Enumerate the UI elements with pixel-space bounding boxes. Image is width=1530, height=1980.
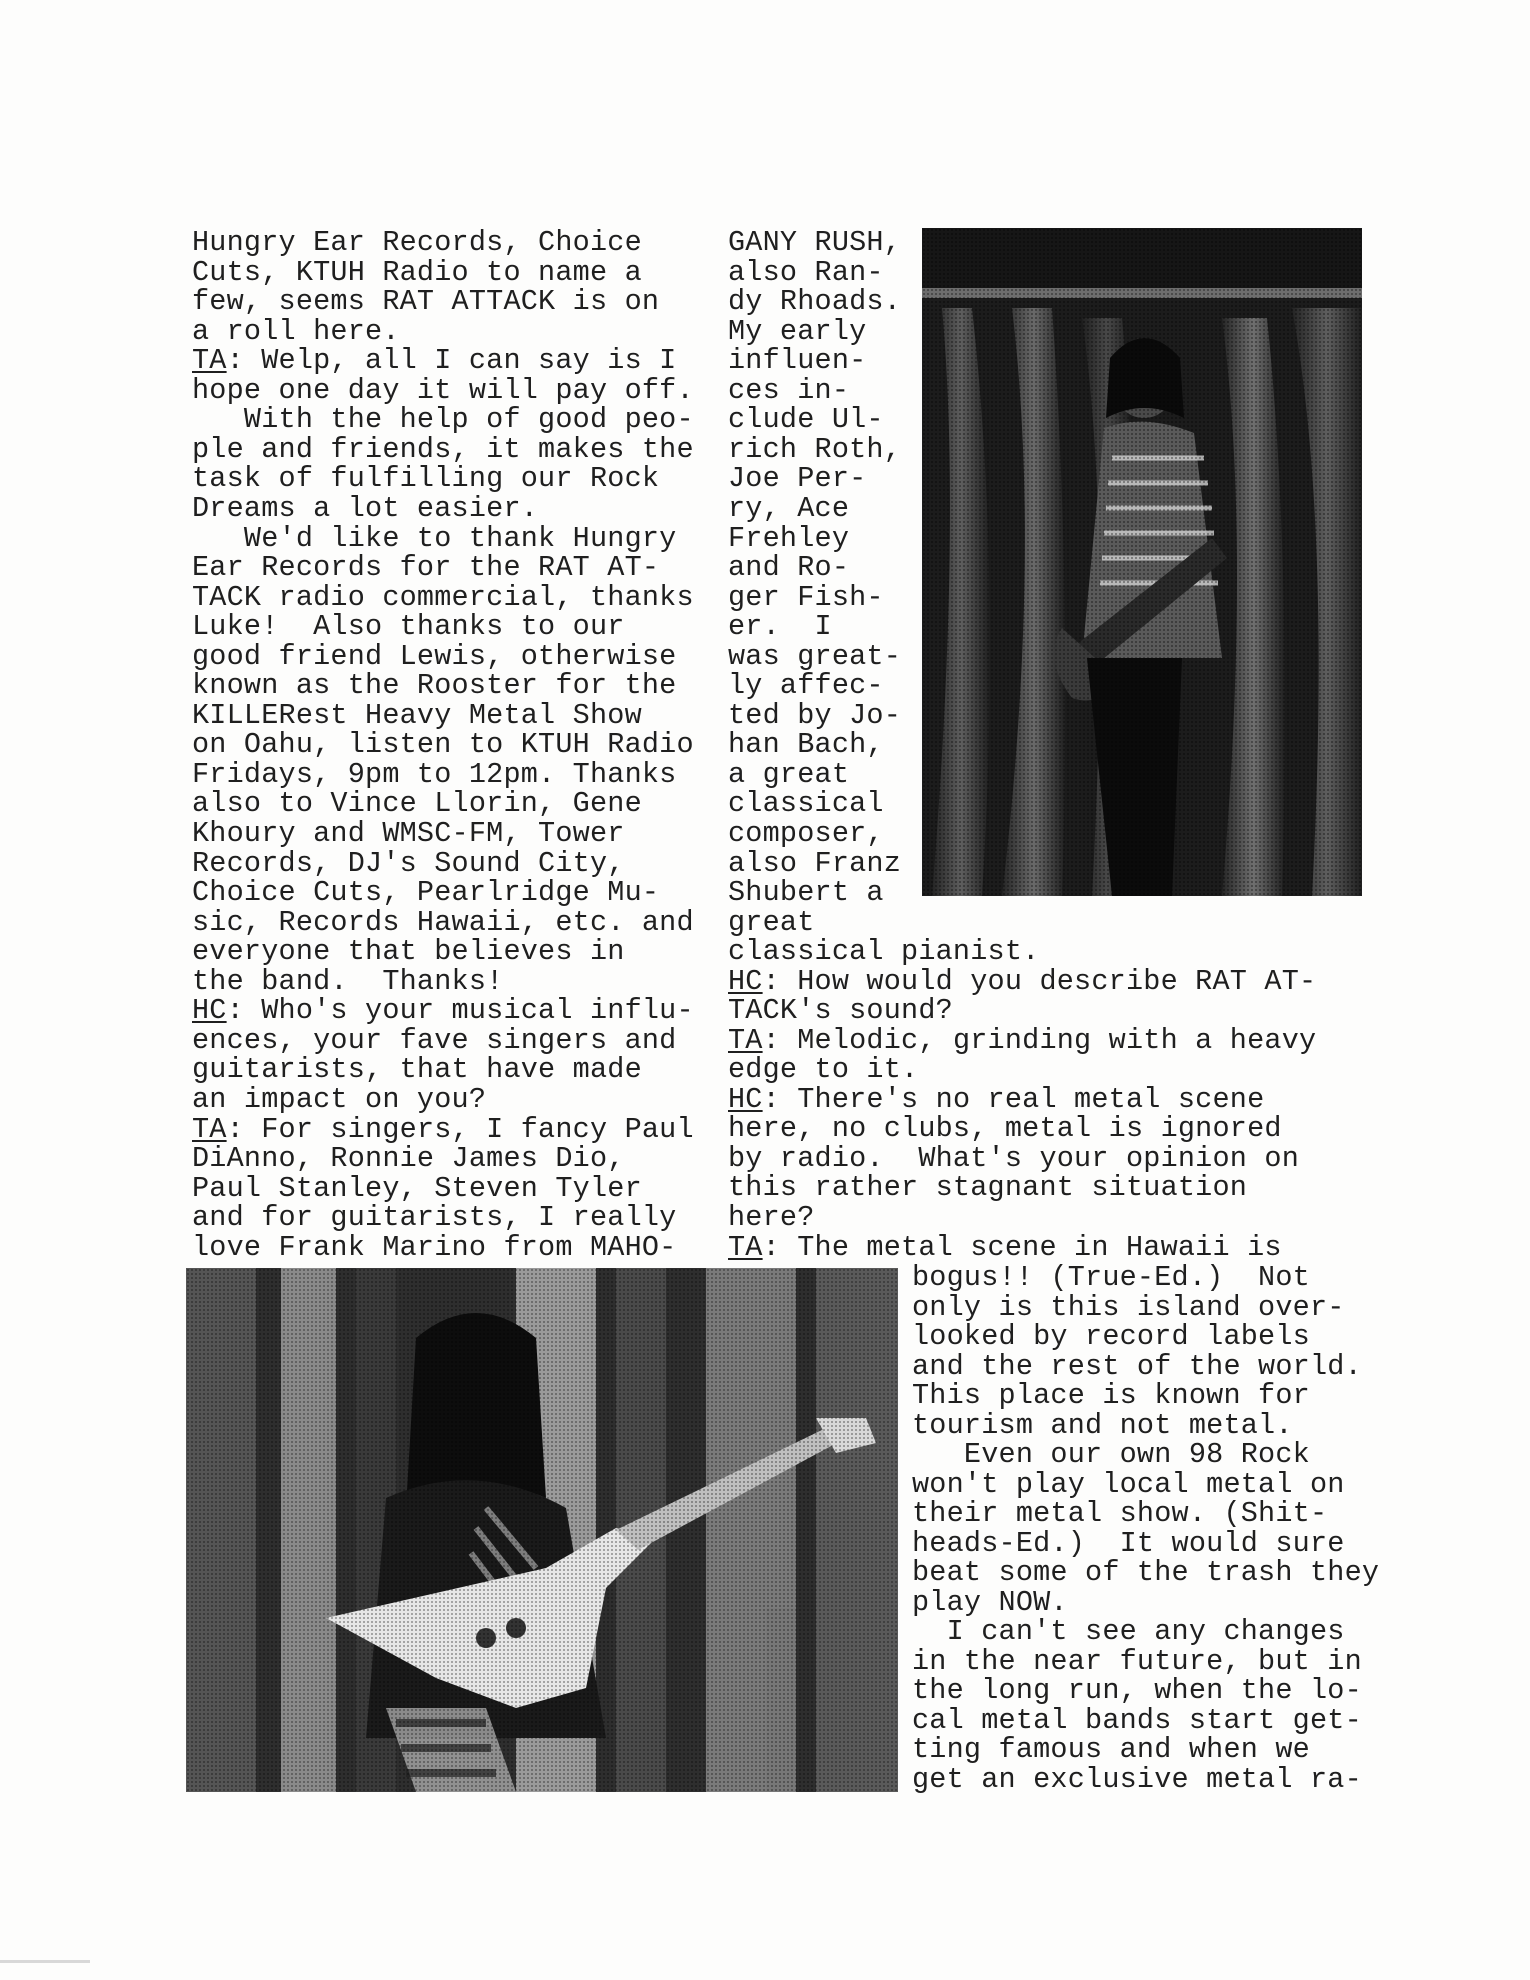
- text-line-content: everyone that believes in: [192, 935, 625, 969]
- text-line: [192, 996, 694, 1026]
- text-line-content: ry, Ace: [728, 491, 850, 525]
- text-line: [192, 432, 694, 466]
- text-line-content: good friend Lewis, otherwise: [192, 639, 677, 673]
- text-line-content: here, no clubs, metal is ignored: [728, 1112, 1282, 1146]
- text-line-content: classical pianist.: [728, 935, 1040, 968]
- text-line: [912, 1381, 1310, 1411]
- text-line-content: also Ran-: [728, 255, 884, 289]
- text-line: [192, 464, 659, 494]
- text-line: [728, 228, 901, 258]
- text-line-content: Choice Cuts, Pearlridge Mu-: [192, 876, 660, 910]
- text-line: [192, 639, 677, 673]
- text-line: [912, 1408, 1293, 1442]
- text-line-content: ting famous and when we: [912, 1733, 1310, 1766]
- text-line-content: : Who's your musical influ-: [226, 994, 694, 1028]
- text-line-content: great: [728, 905, 815, 939]
- text-line-content: classical: [728, 787, 884, 821]
- text-line: [192, 1144, 625, 1174]
- text-line-content: play NOW.: [912, 1585, 1068, 1619]
- text-line-content: only is this island over-: [912, 1290, 1345, 1324]
- text-line: [192, 228, 642, 258]
- text-line-content: Paul Stanley, Steven Tyler: [192, 1171, 642, 1205]
- text-line-content: My early: [728, 314, 867, 348]
- text-line: [192, 612, 625, 642]
- band-photo-bottom: [186, 1268, 898, 1792]
- text-line: [728, 553, 849, 583]
- text-line: [728, 878, 884, 908]
- text-line: [192, 346, 676, 376]
- text-line: [728, 996, 953, 1026]
- text-line: [192, 314, 400, 348]
- text-line-content: known as the Rooster for the: [192, 669, 677, 703]
- text-line: [728, 432, 902, 466]
- text-line-content: ple and friends, it makes the: [192, 432, 694, 466]
- text-line-content: : How would you describe RAT AT-: [762, 964, 1317, 998]
- text-line-content: love Frank Marino from MAHO-: [192, 1230, 677, 1264]
- text-line: [728, 1173, 1247, 1203]
- text-line: [192, 730, 694, 760]
- text-line: [728, 580, 884, 614]
- text-line-content: composer,: [728, 817, 884, 850]
- text-line: [192, 789, 642, 819]
- text-line: [192, 287, 659, 317]
- text-line-content: TACK's sound?: [728, 994, 953, 1028]
- text-line: [192, 757, 677, 791]
- speaker-tag: TA: [728, 1230, 763, 1264]
- text-line: [728, 819, 884, 849]
- text-line: [728, 1023, 1317, 1057]
- text-line-content: han Bach,: [728, 728, 884, 762]
- text-line-content: Dreams a lot easier.: [192, 491, 539, 525]
- text-line-content: heads-Ed.) It would sure: [912, 1526, 1345, 1560]
- text-line: [192, 1055, 642, 1085]
- text-line: [912, 1440, 1310, 1470]
- speaker-tag: HC: [728, 964, 763, 998]
- text-line-content: by radio. What's your opinion on: [728, 1141, 1299, 1175]
- band-photo-top: [922, 228, 1362, 896]
- text-line-content: their metal show. (Shit-: [912, 1497, 1328, 1530]
- text-line-content: in the near future, but in: [912, 1644, 1362, 1678]
- text-line-content: Luke! Also thanks to our: [192, 610, 625, 644]
- text-line: [192, 1112, 694, 1146]
- text-line: [728, 464, 866, 494]
- text-line: [912, 1644, 1362, 1678]
- text-line: [912, 1735, 1310, 1765]
- text-line-content: bogus!! (True-Ed.) Not: [912, 1261, 1310, 1294]
- text-line: [728, 846, 902, 880]
- text-line-content: and for guitarists, I really: [192, 1201, 677, 1235]
- text-line: [728, 639, 902, 673]
- text-line: [728, 255, 884, 289]
- text-line: [728, 346, 866, 376]
- text-line: [192, 964, 504, 998]
- text-line-content: Shubert a: [728, 876, 884, 910]
- text-line-content: the long run, when the lo-: [912, 1674, 1362, 1707]
- text-line-content: the band. Thanks!: [192, 964, 504, 998]
- text-line-content: Joe Per-: [728, 462, 867, 496]
- text-line-content: a roll here.: [192, 314, 400, 348]
- text-line: [728, 937, 1039, 967]
- text-line-content: this rather stagnant situation: [728, 1171, 1248, 1205]
- text-line: [912, 1703, 1362, 1737]
- text-line-content: Frehley: [728, 521, 850, 555]
- text-line: [728, 287, 901, 317]
- text-line-content: Fridays, 9pm to 12pm. Thanks: [192, 757, 677, 791]
- text-line-content: ences, your fave singers and: [192, 1023, 677, 1057]
- text-line: [912, 1263, 1310, 1293]
- text-line: [728, 1114, 1282, 1144]
- text-line-content: on Oahu, listen to KTUH Radio: [192, 728, 694, 762]
- text-line-content: guitarists, that have made: [192, 1053, 642, 1087]
- text-line-content: looked by record labels: [912, 1320, 1310, 1353]
- text-line-content: beat some of the trash they: [912, 1556, 1380, 1589]
- text-line-content: Khoury and WMSC-FM, Tower: [192, 817, 625, 850]
- text-line: [192, 1082, 487, 1116]
- text-line: [192, 905, 694, 939]
- text-line: [192, 1203, 676, 1233]
- text-line: [912, 1499, 1327, 1529]
- text-line: [728, 612, 832, 642]
- text-line-content: won't play local metal on: [912, 1467, 1345, 1501]
- text-line-content: er. I: [728, 610, 832, 644]
- text-line: [728, 1055, 918, 1085]
- text-line-content: I can't see any changes: [912, 1615, 1345, 1648]
- text-line: [192, 405, 694, 435]
- text-line-content: edge to it.: [728, 1053, 919, 1087]
- text-line: [192, 878, 659, 908]
- text-line: [728, 698, 902, 732]
- text-line-content: also Franz: [728, 846, 902, 880]
- text-line: [912, 1349, 1362, 1383]
- text-line-content: dy Rhoads.: [728, 285, 902, 319]
- text-line-content: clude Ul-: [728, 403, 884, 437]
- text-line: [192, 698, 642, 732]
- text-line: [728, 314, 867, 348]
- text-line: [192, 521, 677, 555]
- text-line-content: With the help of good peo-: [192, 403, 694, 437]
- text-line-content: ly affec-: [728, 669, 884, 703]
- text-line: [728, 905, 815, 939]
- text-line-content: DiAnno, Ronnie James Dio,: [192, 1142, 625, 1176]
- text-line-content: and the rest of the world.: [912, 1349, 1362, 1383]
- text-line: [192, 373, 694, 407]
- text-line: [912, 1558, 1379, 1588]
- text-line: [912, 1322, 1310, 1352]
- text-line: [728, 757, 850, 791]
- text-line: [728, 491, 850, 525]
- text-line: [192, 1023, 677, 1057]
- text-line: [728, 1200, 815, 1234]
- text-line-content: tourism and not metal.: [912, 1408, 1293, 1442]
- text-line-content: cal metal bands start get-: [912, 1703, 1362, 1737]
- text-line-content: hope one day it will pay off.: [192, 373, 694, 407]
- text-line: [912, 1617, 1345, 1647]
- text-line-content: get an exclusive metal ra-: [912, 1762, 1362, 1796]
- text-line-content: : Welp, all I can say is I: [226, 344, 677, 378]
- text-line-content: Ear Records for the RAT AT-: [192, 551, 660, 585]
- text-line-content: an impact on you?: [192, 1082, 487, 1116]
- text-line: [192, 255, 642, 289]
- text-line-content: This place is known for: [912, 1379, 1310, 1412]
- text-line: [912, 1526, 1345, 1560]
- text-line: [728, 730, 884, 760]
- text-line-content: KILLERest Heavy Metal Show: [192, 698, 642, 732]
- text-line-content: TACK radio commercial, thanks: [192, 580, 694, 614]
- text-line-content: and Ro-: [728, 551, 850, 585]
- page-edge-mark: [0, 1960, 90, 1963]
- text-line: [192, 1230, 677, 1264]
- text-line-content: We'd like to thank Hungry: [192, 521, 677, 555]
- text-line-content: Records, DJ's Sound City,: [192, 846, 625, 880]
- speaker-tag: TA: [192, 344, 227, 378]
- text-line-content: : The metal scene in Hawaii is: [762, 1230, 1282, 1264]
- text-line: [192, 580, 694, 614]
- text-line-content: influen-: [728, 344, 867, 378]
- text-line: [192, 819, 625, 849]
- text-line-content: here?: [728, 1200, 815, 1234]
- text-line-content: a great: [728, 757, 850, 791]
- speaker-tag: HC: [192, 994, 227, 1028]
- text-line-content: Even our own 98 Rock: [912, 1438, 1310, 1471]
- text-line-content: was great-: [728, 639, 902, 673]
- text-line-content: : There's no real metal scene: [762, 1082, 1265, 1116]
- text-line: [912, 1290, 1345, 1324]
- speaker-tag: HC: [728, 1082, 763, 1116]
- guitarist-with-explorer-guitar-photo-icon: [186, 1268, 898, 1792]
- text-line: [192, 1171, 642, 1205]
- text-line-content: : Melodic, grinding with a heavy: [762, 1023, 1317, 1057]
- text-line: [192, 671, 676, 701]
- speaker-tag: TA: [192, 1112, 227, 1146]
- text-line: [192, 846, 625, 880]
- guitarist-on-stage-photo-icon: [922, 228, 1362, 896]
- text-line: [728, 373, 850, 407]
- text-line-content: ger Fish-: [728, 580, 884, 614]
- text-line: [728, 964, 1317, 998]
- text-line-content: sic, Records Hawaii, etc. and: [192, 905, 694, 939]
- text-line: [728, 1141, 1299, 1175]
- text-line-content: ces in-: [728, 373, 850, 407]
- text-line: [192, 937, 625, 967]
- text-line: [728, 1082, 1265, 1116]
- text-line: [192, 553, 659, 583]
- text-line: [912, 1467, 1345, 1501]
- text-line: [728, 1230, 1282, 1264]
- text-line: [728, 405, 884, 435]
- text-line: [912, 1676, 1362, 1706]
- text-line: [192, 491, 539, 525]
- text-line-content: ted by Jo-: [728, 698, 902, 732]
- text-line: [912, 1762, 1362, 1796]
- text-line-content: : For singers, I fancy Paul: [226, 1112, 694, 1146]
- text-line-content: few, seems RAT ATTACK is on: [192, 285, 660, 319]
- text-line-content: Hungry Ear Records, Choice: [192, 226, 642, 259]
- text-line-content: task of fulfilling our Rock: [192, 462, 660, 496]
- text-line-content: Cuts, KTUH Radio to name a: [192, 255, 642, 289]
- text-line-content: rich Roth,: [728, 432, 902, 466]
- speaker-tag: TA: [728, 1023, 763, 1057]
- text-line: [728, 671, 884, 701]
- text-line-content: GANY RUSH,: [728, 226, 902, 259]
- text-line-content: also to Vince Llorin, Gene: [192, 787, 642, 821]
- text-line: [728, 789, 884, 819]
- text-line: [728, 521, 850, 555]
- text-line: [912, 1585, 1068, 1619]
